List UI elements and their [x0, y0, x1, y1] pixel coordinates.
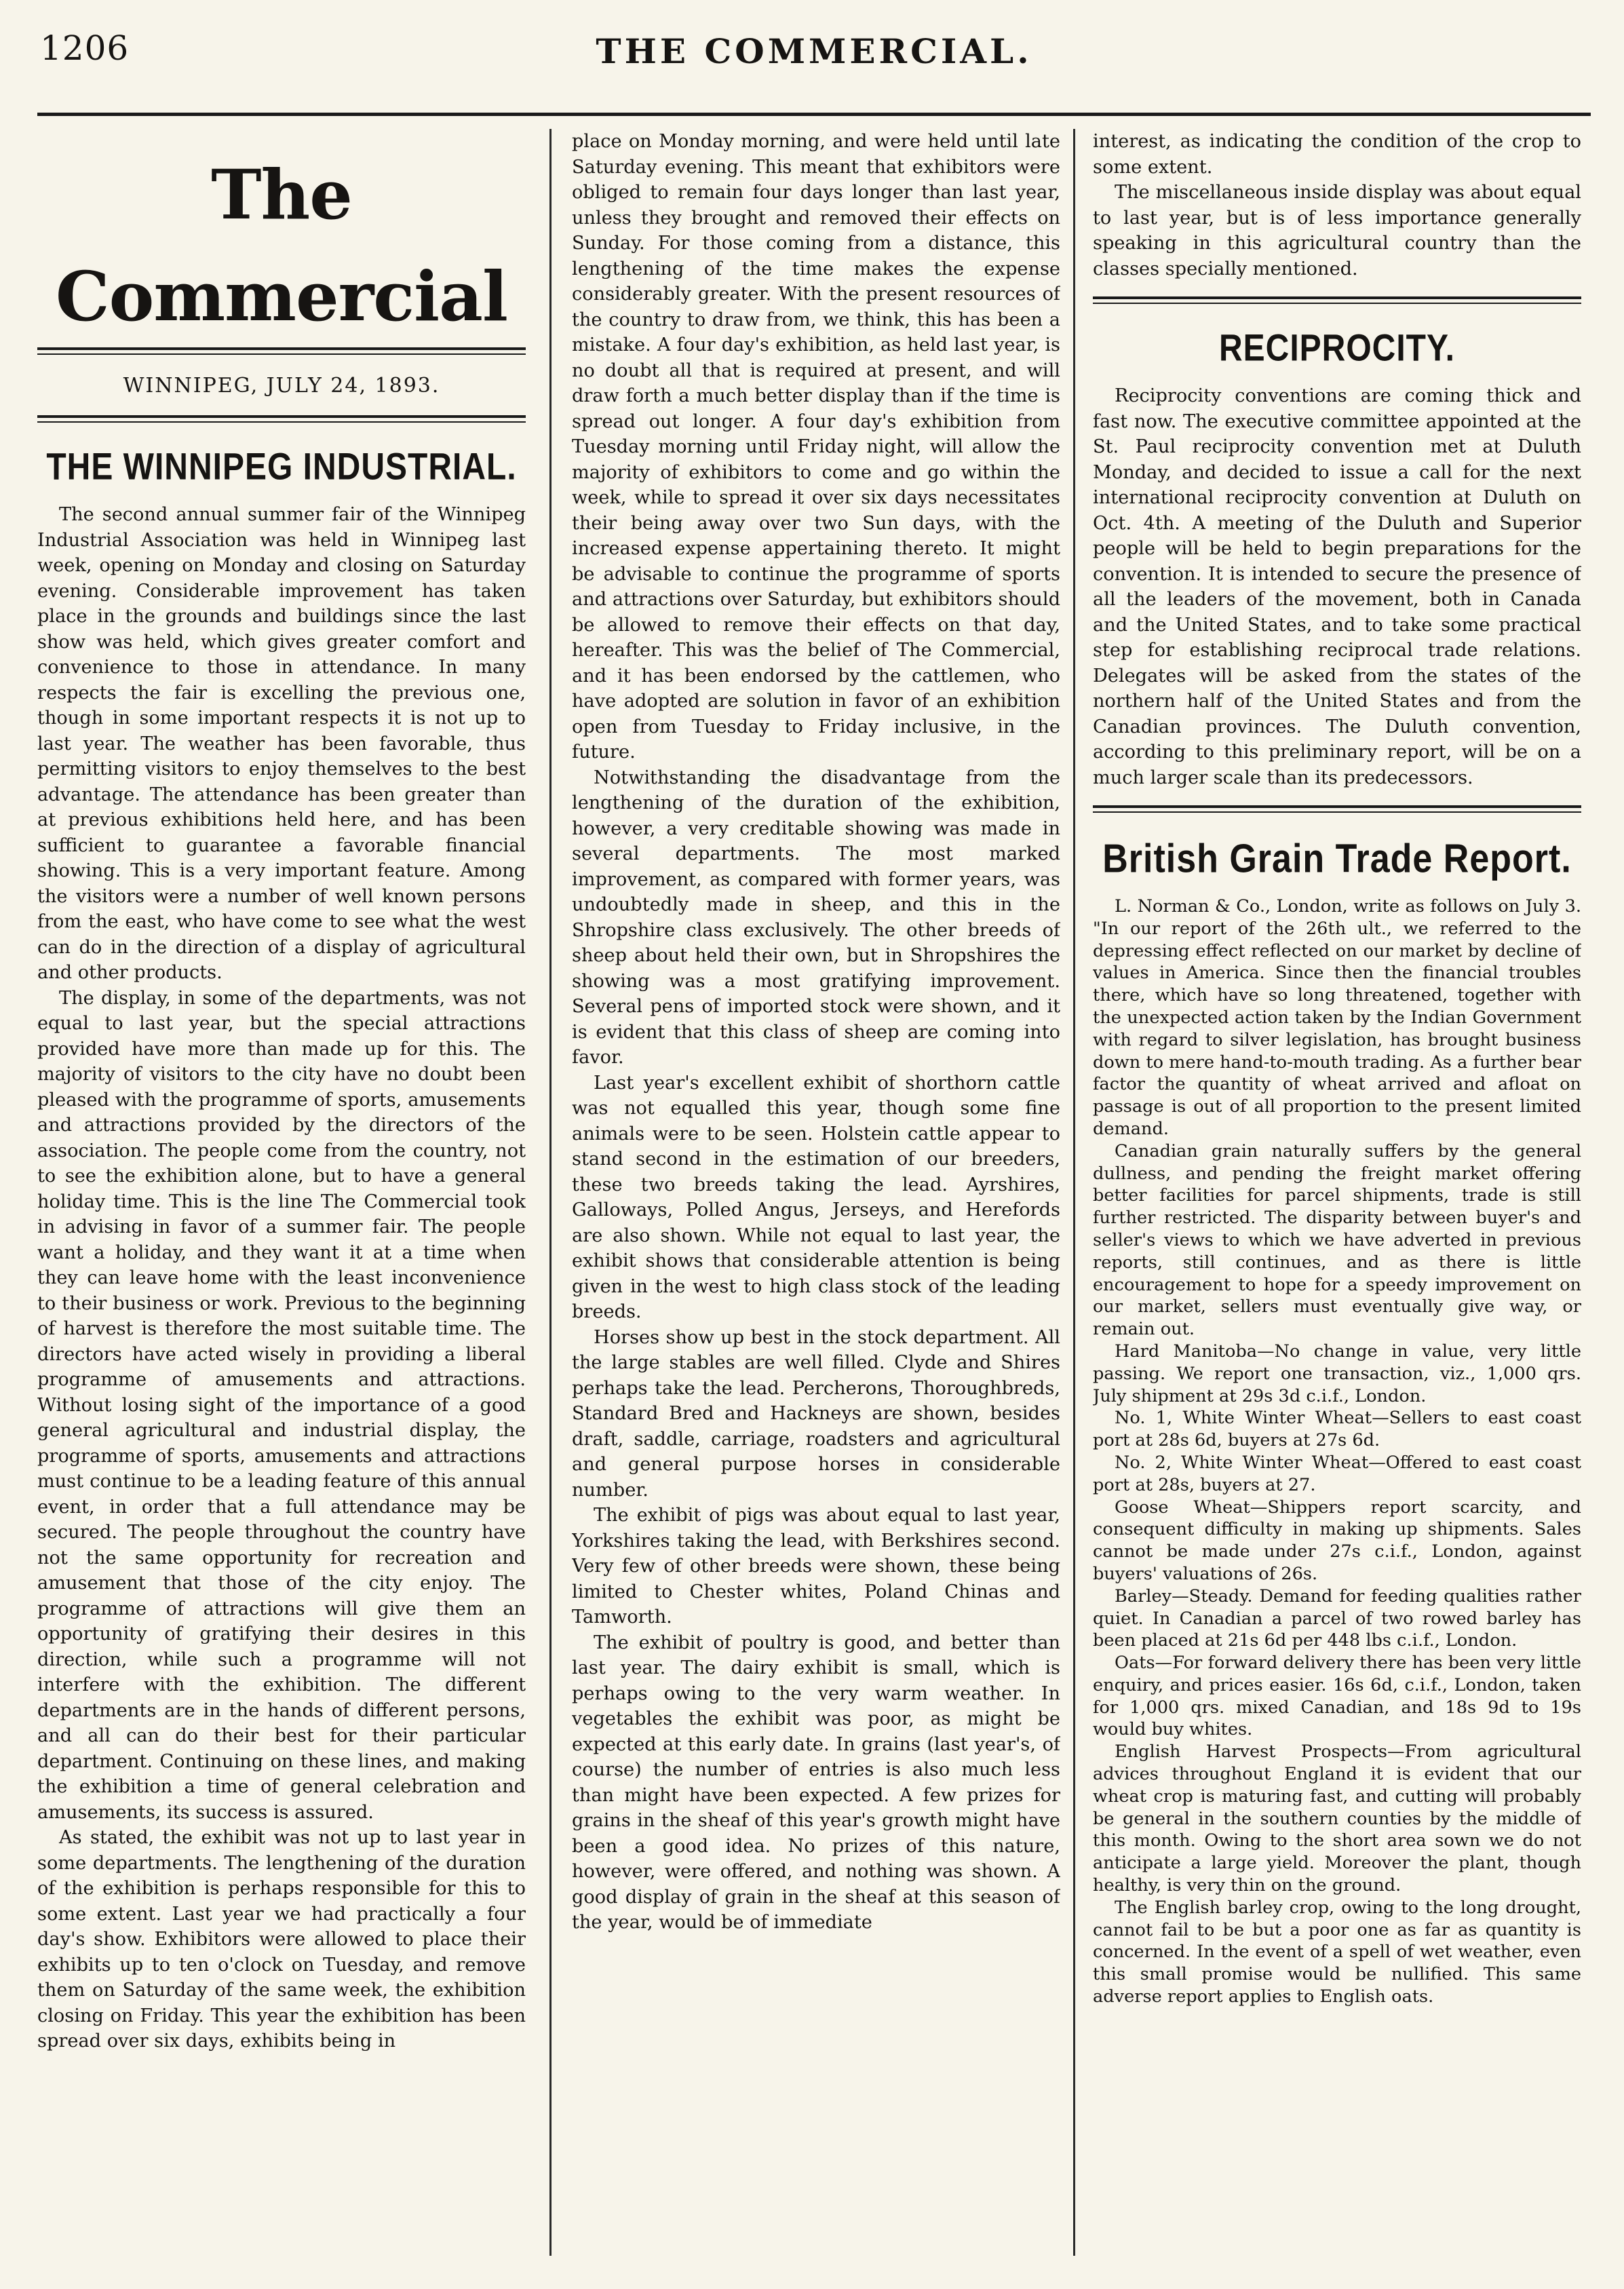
article-paragraph: L. Norman & Co., London, write as follows on July 3. "In our report of the 26th ult., we referred to the depressing effect reflected on our market by decline of values in America. Since then the financial troubles there, which have so long threatened, together with the unexpected action taken by the Indian Government with regard to silver legislation, has brought business down to mere hand-to-mouth trading. As a further bear factor the quantity of wheat arrived and afloat on passage is out of all proportion to the present limited demand.: [1093, 896, 1581, 1139]
page-number: 1206: [40, 28, 130, 68]
article-headline: British Grain Trade Report.: [1102, 836, 1572, 882]
column-2: [572, 129, 1060, 2256]
article-paragraph: The second annual summer fair of the Winnipeg Industrial Association was held in Winnipeg last week, opening on Monday and closing on Saturday evening. Considerable improvement has taken place in the grounds and buildings since the last show was held, which gives greater comfort and convenience to those in attendance. In many respects the fair is excelling the previous one, though in some important respects it is not up to last year. The weather has been favorable, thus permitting visitors to enjoy themselves to the best advantage. The attendance has been greater than at previous exhibitions held here, and has been sufficient to guarantee a favorable financial showing. This is a very important feature. Among the visitors were a number of well known persons from the east, who have come to see what the west can do in the direction of a display of agricultural and other products.: [37, 504, 526, 983]
article-paragraph: The miscellaneous inside display was about equal to last year, but is of less importance generally speaking in this agricultural country than the classes specially mentioned.: [1093, 182, 1581, 280]
article-paragraph: The exhibit of pigs was about equal to last year, Yorkshires taking the lead, with Berkshires second. Very few of other breeds were shown, these being limited to Chester whites, Poland Chinas and Tamworth.: [572, 1505, 1060, 1628]
article-paragraph: The English barley crop, owing to the long drought, cannot fail to be but a poor one as far as quantity is concerned. In the event of a spell of wet weather, even this small promise would be nullified. This same adverse report applies to English oats.: [1093, 1897, 1581, 2007]
masthead-rule: [37, 347, 526, 355]
article-paragraph: The exhibit of poultry is good, and better than last year. The dairy exhibit is small, which is perhaps owing to the very warm weather. In vegetables the exhibit was poor, as might be expected at this early date. In grains (last year's, of course) the number of entries is also much less than might have been expected. A few prizes for grains in the sheaf of this year's growth might have been a good idea. No prizes of this nature, however, were offered, and nothing was shown. A good display of grain in the sheaf at this season of the year, would be of immediate: [572, 1632, 1060, 1933]
grain-report-body: [1093, 896, 1581, 2008]
header-rule: [37, 113, 1591, 116]
article-paragraph: Notwithstanding the disadvantage from the lengthening of the duration of the exhibition, however, a very creditable showing was made in several departments. The most marked improvement, as compared with former years, was undoubtedly made in sheep, and this in the Shropshire class exclusively. The other breeds of sheep about held their own, but in Shropshires the showing was a most gratifying improvement. Several pens of imported stock were shown, and it is evident that this class of sheep are coming into favor.: [572, 767, 1060, 1068]
article-paragraph: No. 1, White Winter Wheat—Sellers to east coast port at 28s 6d, buyers at 27s 6d.: [1093, 1408, 1581, 1451]
section-rule: [1093, 296, 1581, 304]
article-headline: THE WINNIPEG INDUSTRIAL.: [46, 446, 517, 488]
article-paragraph: interest, as indicating the condition of the crop to some extent.: [1093, 131, 1581, 178]
article-paragraph: Goose Wheat—Shippers report scarcity, and consequent difficulty in making up shipments. Sales cannot be made under 27s c.i.f., London, against buyers' valuations of 26s.: [1093, 1497, 1581, 1584]
article-paragraph: place on Monday morning, and were held until late Saturday evening. This meant that exhibitors were obliged to remain four days longer than last year, unless they brought and removed their effects on Sunday. For those coming from a distance, this lengthening of the time makes the expense considerably greater. With the present resources of the country to draw from, we think, this has been a mistake. A four day's exhibition, as held last year, is no doubt all that is required at present, and will draw forth a much better display than if the time is spread out longer. A four day's exhibition from Tuesday morning until Friday night, will allow the majority of exhibitors to come and go within the week, while to spread it over six days necessitates their being away over two Sun days, with the increased expense appertaining thereto. It might be advisable to continue the programme of sports and attractions over Saturday, but exhibitors should be allowed to remove their effects on that day, hereafter. This was the belief of The Commercial, and it has been endorsed by the cattlemen, who have adopted are solution in favor of an exhibition open from Tuesday to Friday inclusive, in the future.: [572, 131, 1060, 763]
article-paragraph: Reciprocity conventions are coming thick and fast now. The executive committee appointed at the St. Paul reciprocity convention met at Duluth Monday, and decided to issue a call for the next international reciprocity convention at Duluth on Oct. 4th. A meeting of the Duluth and Superior people will be held to begin preparations for the convention. It is intended to secure the presence of all the leaders of the movement, both in Canada and the United States, and to take some practical step for establishing reciprocal trade relations. Delegates will be asked from the states of the northern half of the United States and from the Canadian provinces. The Duluth convention, according to this preliminary report, will be on a much larger scale than its predecessors.: [1093, 385, 1581, 788]
article-paragraph: No. 2, White Winter Wheat—Offered to east coast port at 28s, buyers at 27.: [1093, 1452, 1581, 1495]
page-header: [37, 26, 1591, 73]
article-paragraph: English Harvest Prospects—From agricultural advices throughout England it is evident that our wheat crop is maturing fast, and cutting will probably be general in the southern counties by the middle of this month. Owing to the short area sown we do not anticipate a large yield. Moreover the plant, though healthy, is very thin on the ground.: [1093, 1742, 1581, 1896]
article-paragraph: Last year's excellent exhibit of shorthorn cattle was not equalled this year, though some fine animals were to be seen. Holstein cattle appear to stand second in the estimation of our breeders, these two breeds taking the lead. Ayrshires, Galloways, Polled Angus, Jerseys, and Herefords are also shown. While not equal to last year, the exhibit shows that considerable attention is being given in the west to high class stock of the leading breeds.: [572, 1072, 1060, 1322]
article-headline: RECIPROCITY.: [1218, 328, 1456, 369]
article-paragraph: As stated, the exhibit was not up to last year in some departments. The lengthening of the duration of the exhibition is perhaps responsible for this to some extent. Last year we had practically a four day's show. Exhibitors were allowed to place their exhibits up to ten o'clock on Tuesday, and remove them on Saturday of the same week, the exhibition closing on Friday. This year the exhibition has been spread over six days, exhibits being in: [37, 1827, 526, 2052]
article-paragraph: Barley—Steady. Demand for feeding qualities rather quiet. In Canadian a parcel of two rowed barley has been placed at 21s 6d per 448 lbs c.i.f., London.: [1093, 1585, 1581, 1651]
article-paragraph: Oats—For forward delivery there has been very little enquiry, and prices easier. 16s 6d, c.i.f., London, taken for 1,000 qrs. mixed Canadian, and 18s 9d to 19s would buy whites.: [1093, 1653, 1581, 1740]
article-paragraph: Horses show up best in the stock department. All the large stables are well filled. Clyde and Shires perhaps take the lead. Percherons, Thoroughbreds, Standard Bred and Hackneys are shown, besides draft, saddle, carriage, roadsters and agricultural and general purpose horses in considerable number.: [572, 1326, 1060, 1501]
dateline-rule: [37, 415, 526, 423]
column-divider: [1073, 129, 1075, 2256]
section-rule: [1093, 805, 1581, 813]
running-head: THE COMMERCIAL.: [596, 31, 1032, 71]
dateline: WINNIPEG, JULY 24, 1893.: [123, 374, 440, 398]
masthead-title: The Commercial: [56, 155, 507, 336]
article-paragraph: Canadian grain naturally suffers by the general dullness, and pending the freight market offering better facilities for parcel shipments, trade is still further restricted. The disparity between buyer's and seller's views to which we have adverted in previous reports, still continues, and as there is little encouragement to hope for a speedy improvement on our market, sellers must eventually give way, or remain out.: [1093, 1140, 1581, 1340]
column-3: [1093, 129, 1581, 2256]
article-paragraph: Hard Manitoba—No change in value, very little passing. We report one transaction, viz., 1,000 qrs. July shipment at 29s 3d c.i.f., London.: [1093, 1341, 1581, 1406]
article-paragraph: The display, in some of the departments, was not equal to last year, but the special attractions provided have more than made up for this. The majority of visitors to the city have no doubt been pleased with the programme of sports, amusements and attractions provided by the directors of the association. The people come from the country, not to see the exhibition alone, but to have a general holiday time. This is the line The Commercial took in advising in favor of a summer fair. The people want a holiday, and they want it at a time when they can leave home with the least inconvenience to their business or work. Previous to the beginning of harvest is therefore the most suitable time. The directors have acted wisely in providing a liberal programme of amusements and attractions. Without losing sight of the importance of a good general agricultural and industrial display, the programme of sports, amusements and attractions must continue to be a leading feature of this annual event, in order that a full attendance may be secured. The people throughout the country have not the same opportunity for recreation and amusement that those of the city enjoy. The programme of attractions will give them an opportunity of gratifying their desires in this direction, while such a programme will not interfere with the exhibition. The different departments are in the hands of different persons, and all can do their best for their particular department. Continuing on these lines, and making the exhibition a time of general celebration and amusements, its success is assured.: [37, 987, 526, 1823]
column-divider: [549, 129, 552, 2256]
column-1: [37, 129, 526, 2256]
